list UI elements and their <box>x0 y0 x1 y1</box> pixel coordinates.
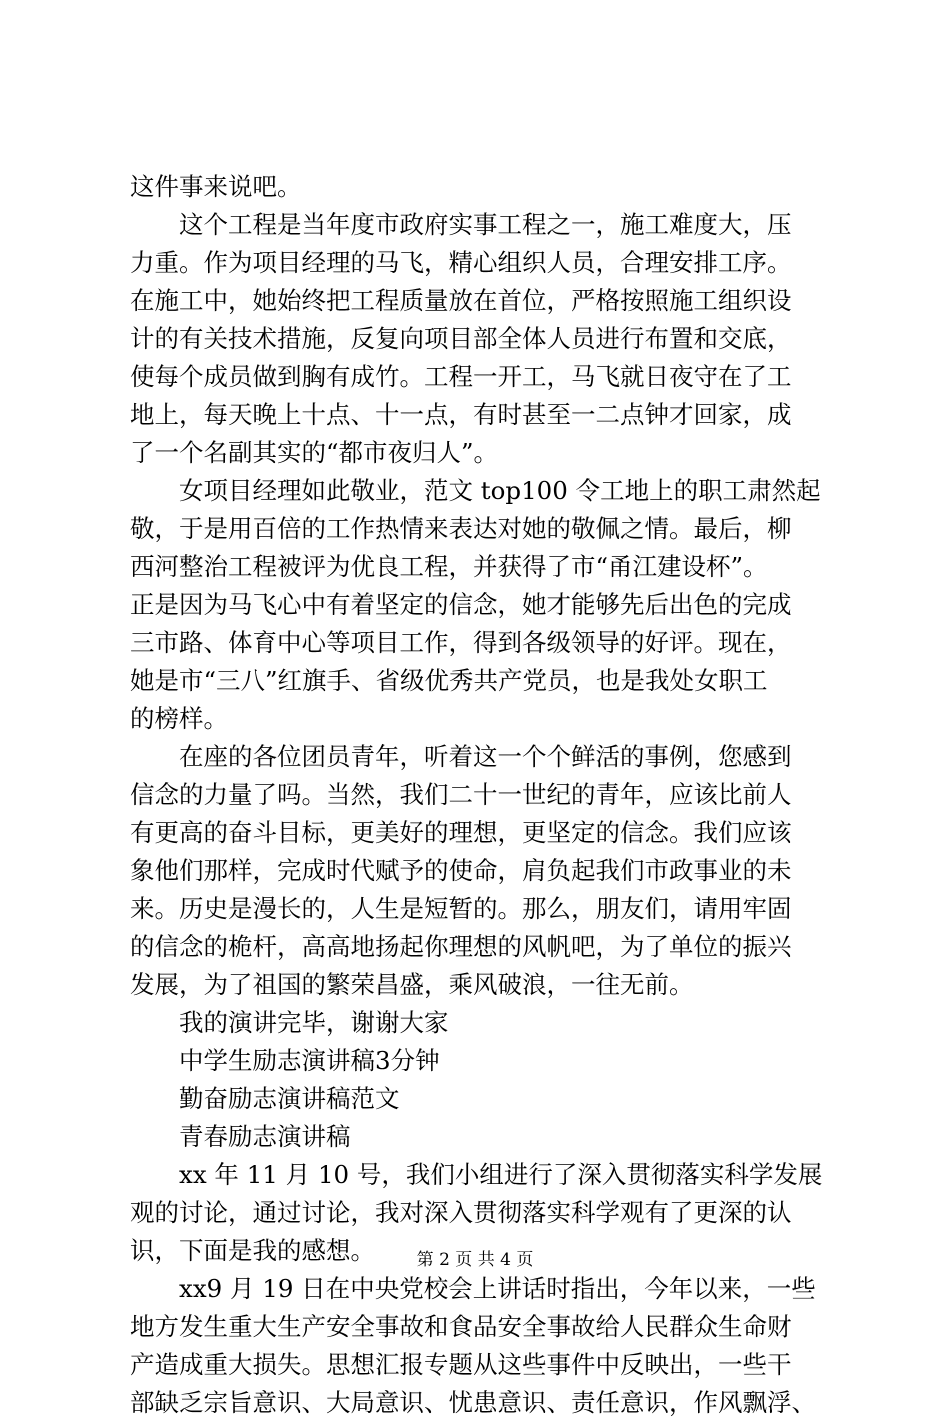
text-line: 三市路、体育中心等项目工作，得到各级领导的好评。现在， <box>130 628 792 657</box>
page-footer: 第 2 页 共 4 页 <box>416 1250 534 1270</box>
text-line: 西河整治工程被评为优良工程，并获得了市“甬江建设杯”。 <box>130 552 768 581</box>
text-line: xx9 月 19 日在中央党校会上讲话时指出，今年以来，一些 <box>179 1274 816 1303</box>
text-line: 的信念的桅杆，高高地扬起你理想的风帆吧，为了单位的振兴 <box>130 932 792 961</box>
text-line: 力重。作为项目经理的马飞，精心组织人员，合理安排工序。 <box>130 248 792 277</box>
text-line: 敬，于是用百倍的工作热情来表达对她的敬佩之情。最后，柳 <box>130 514 792 543</box>
text-line: 正是因为马飞心中有着坚定的信念，她才能够先后出色的完成 <box>130 590 792 619</box>
text-line: 这件事来说吧。 <box>130 172 302 201</box>
text-line: 有更高的奋斗目标，更美好的理想，更坚定的信念。我们应该 <box>130 818 792 847</box>
text-line: 信念的力量了吗。当然，我们二十一世纪的青年，应该比前人 <box>130 780 792 809</box>
text-line: 了一个名副其实的“都市夜归人”。 <box>130 438 499 467</box>
text-line: 在座的各位团员青年，听着这一个个鲜活的事例，您感到 <box>179 742 792 771</box>
body-text <box>130 168 835 1422</box>
text-line: 我的演讲完毕，谢谢大家 <box>179 1008 449 1037</box>
text-line: 使每个成员做到胸有成竹。工程一开工，马飞就日夜守在了工 <box>130 362 792 391</box>
text-line: 在施工中，她始终把工程质量放在首位，严格按照施工组织设 <box>130 286 792 315</box>
text-line: 女项目经理如此敬业，范文 top100 令工地上的职工肃然起 <box>179 476 821 505</box>
text-line: 来。历史是漫长的，人生是短暂的。那么，朋友们，请用牢固 <box>130 894 792 923</box>
text-line: 发展，为了祖国的繁荣昌盛，乘风破浪，一往无前。 <box>130 970 694 999</box>
text-line: 识，下面是我的感想。 <box>130 1236 375 1265</box>
text-line: 计的有关技术措施，反复向项目部全体人员进行布置和交底， <box>130 324 792 353</box>
text-line: 象他们那样，完成时代赋予的使命，肩负起我们市政事业的未 <box>130 856 792 885</box>
text-line: 她是市“三八”红旗手、省级优秀共产党员，也是我处女职工 <box>130 666 768 695</box>
text-line: 部缺乏宗旨意识、大局意识、忧患意识、责任意识，作风飘浮、 <box>130 1388 816 1417</box>
text-line: 中学生励志演讲稿3分钟 <box>179 1046 440 1075</box>
text-line: 产造成重大损失。思想汇报专题从这些事件中反映出，一些干 <box>130 1350 792 1379</box>
text-line: 青春励志演讲稿 <box>179 1122 351 1151</box>
text-line: 这个工程是当年度市政府实事工程之一，施工难度大，压 <box>179 210 792 239</box>
text-line: 观的讨论，通过讨论，我对深入贯彻落实科学观有了更深的认 <box>130 1198 792 1227</box>
text-line: 地方发生重大生产安全事故和食品安全事故给人民群众生命财 <box>130 1312 792 1341</box>
text-line: 地上，每天晚上十点、十一点，有时甚至一二点钟才回家，成 <box>130 400 792 429</box>
text-line: 的榜样。 <box>130 704 228 733</box>
text-line: xx 年 11 月 10 号，我们小组进行了深入贯彻落实科学发展 <box>179 1160 823 1189</box>
text-line: 勤奋励志演讲稿范文 <box>179 1084 400 1113</box>
